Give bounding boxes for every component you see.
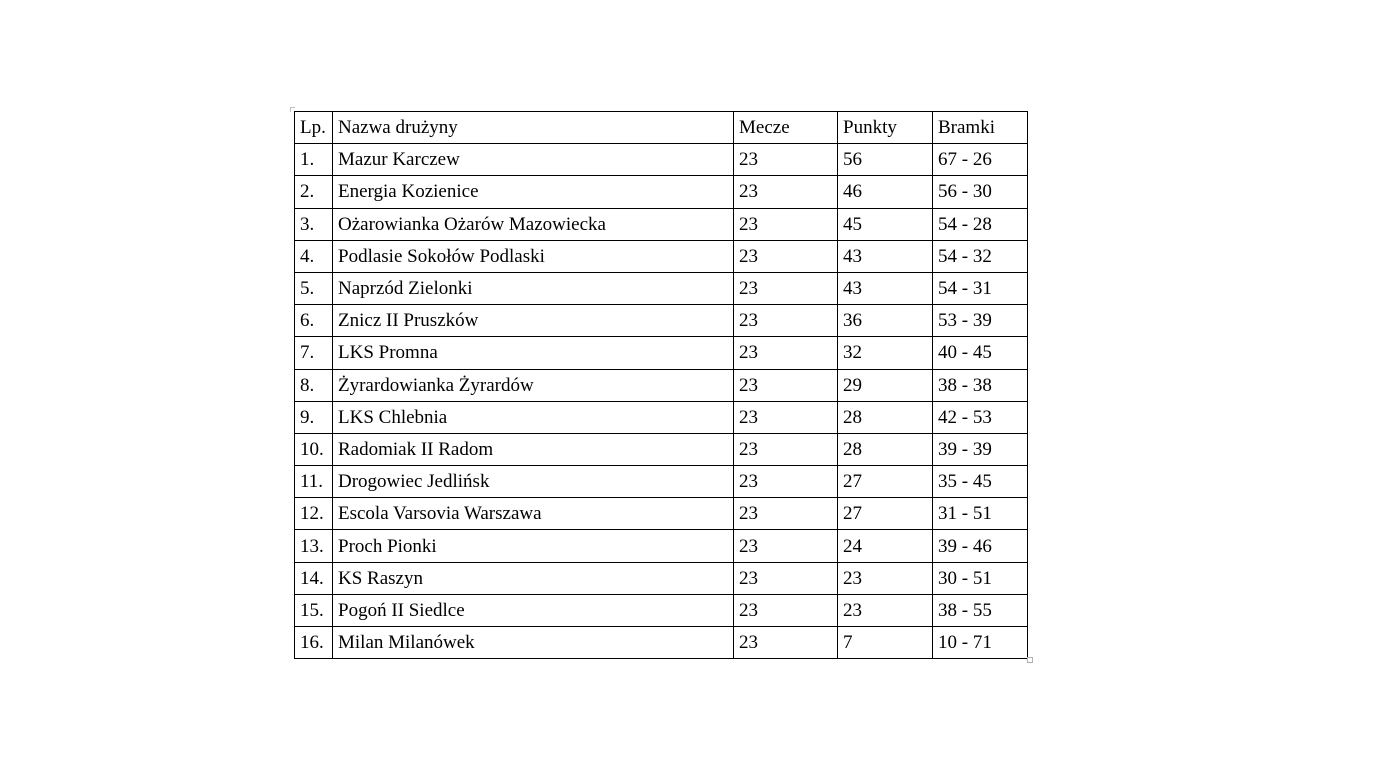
- cell-mecze: 23: [734, 530, 838, 562]
- cell-lp: 7.: [295, 337, 333, 369]
- cell-bramki: 35 - 45: [933, 466, 1028, 498]
- cell-mecze: 23: [734, 176, 838, 208]
- cell-bramki: 54 - 28: [933, 208, 1028, 240]
- table-row: [295, 369, 1028, 401]
- table-row: [295, 144, 1028, 176]
- cell-bramki: 39 - 46: [933, 530, 1028, 562]
- cell-lp: 11.: [295, 466, 333, 498]
- table-row: [295, 433, 1028, 465]
- cell-name: Mazur Karczew: [333, 144, 734, 176]
- cell-mecze: 23: [734, 144, 838, 176]
- cell-mecze: 23: [734, 401, 838, 433]
- cell-lp: 4.: [295, 240, 333, 272]
- cell-mecze: 23: [734, 498, 838, 530]
- cell-name: Ożarowianka Ożarów Mazowiecka: [333, 208, 734, 240]
- cell-name: LKS Promna: [333, 337, 734, 369]
- table-row: [295, 498, 1028, 530]
- cell-punkty: 7: [838, 627, 933, 659]
- cell-name: Pogoń II Siedlce: [333, 594, 734, 626]
- cell-lp: 13.: [295, 530, 333, 562]
- cell-lp: 9.: [295, 401, 333, 433]
- table-row: [295, 562, 1028, 594]
- league-table: [294, 111, 1028, 659]
- cell-lp: 2.: [295, 176, 333, 208]
- cell-bramki: 30 - 51: [933, 562, 1028, 594]
- cell-mecze: 23: [734, 208, 838, 240]
- table-row: [295, 240, 1028, 272]
- header-lp: Lp.: [295, 112, 333, 144]
- cell-name: Milan Milanówek: [333, 627, 734, 659]
- table-row: [295, 337, 1028, 369]
- cell-punkty: 23: [838, 562, 933, 594]
- table-row: [295, 305, 1028, 337]
- cell-lp: 10.: [295, 433, 333, 465]
- cell-mecze: 23: [734, 627, 838, 659]
- cell-bramki: 54 - 31: [933, 272, 1028, 304]
- cell-punkty: 23: [838, 594, 933, 626]
- cell-punkty: 24: [838, 530, 933, 562]
- table-row: [295, 208, 1028, 240]
- cell-mecze: 23: [734, 305, 838, 337]
- table-row: [295, 401, 1028, 433]
- table-resize-handle[interactable]: [1027, 657, 1033, 663]
- cell-name: LKS Chlebnia: [333, 401, 734, 433]
- table-row: [295, 272, 1028, 304]
- cell-punkty: 46: [838, 176, 933, 208]
- header-punkty: Punkty: [838, 112, 933, 144]
- cell-lp: 1.: [295, 144, 333, 176]
- cell-mecze: 23: [734, 433, 838, 465]
- table-header-row: [295, 112, 1028, 144]
- cell-punkty: 32: [838, 337, 933, 369]
- cell-name: Radomiak II Radom: [333, 433, 734, 465]
- cell-name: KS Raszyn: [333, 562, 734, 594]
- cell-name: Energia Kozienice: [333, 176, 734, 208]
- cell-name: Podlasie Sokołów Podlaski: [333, 240, 734, 272]
- cell-name: Escola Varsovia Warszawa: [333, 498, 734, 530]
- cell-punkty: 56: [838, 144, 933, 176]
- header-bramki: Bramki: [933, 112, 1028, 144]
- cell-punkty: 36: [838, 305, 933, 337]
- cell-bramki: 67 - 26: [933, 144, 1028, 176]
- cell-mecze: 23: [734, 562, 838, 594]
- cell-mecze: 23: [734, 272, 838, 304]
- cell-lp: 16.: [295, 627, 333, 659]
- cell-lp: 5.: [295, 272, 333, 304]
- cell-lp: 6.: [295, 305, 333, 337]
- cell-lp: 14.: [295, 562, 333, 594]
- cell-lp: 3.: [295, 208, 333, 240]
- cell-punkty: 27: [838, 466, 933, 498]
- cell-punkty: 43: [838, 272, 933, 304]
- cell-bramki: 53 - 39: [933, 305, 1028, 337]
- cell-mecze: 23: [734, 240, 838, 272]
- table-row: [295, 466, 1028, 498]
- cell-bramki: 42 - 53: [933, 401, 1028, 433]
- cell-punkty: 28: [838, 401, 933, 433]
- header-mecze: Mecze: [734, 112, 838, 144]
- cell-punkty: 28: [838, 433, 933, 465]
- cell-mecze: 23: [734, 466, 838, 498]
- cell-punkty: 27: [838, 498, 933, 530]
- cell-bramki: 31 - 51: [933, 498, 1028, 530]
- cell-punkty: 29: [838, 369, 933, 401]
- table-row: [295, 627, 1028, 659]
- cell-punkty: 43: [838, 240, 933, 272]
- cell-name: Żyrardowianka Żyrardów: [333, 369, 734, 401]
- cell-name: Proch Pionki: [333, 530, 734, 562]
- cell-lp: 15.: [295, 594, 333, 626]
- cell-bramki: 39 - 39: [933, 433, 1028, 465]
- table-row: [295, 176, 1028, 208]
- cell-bramki: 40 - 45: [933, 337, 1028, 369]
- cell-name: Naprzód Zielonki: [333, 272, 734, 304]
- cell-mecze: 23: [734, 369, 838, 401]
- cell-punkty: 45: [838, 208, 933, 240]
- cell-lp: 8.: [295, 369, 333, 401]
- cell-bramki: 56 - 30: [933, 176, 1028, 208]
- cell-mecze: 23: [734, 594, 838, 626]
- table-row: [295, 530, 1028, 562]
- table-row: [295, 594, 1028, 626]
- cell-bramki: 54 - 32: [933, 240, 1028, 272]
- cell-lp: 12.: [295, 498, 333, 530]
- header-name: Nazwa drużyny: [333, 112, 734, 144]
- cell-bramki: 10 - 71: [933, 627, 1028, 659]
- cell-bramki: 38 - 38: [933, 369, 1028, 401]
- cell-name: Znicz II Pruszków: [333, 305, 734, 337]
- cell-name: Drogowiec Jedlińsk: [333, 466, 734, 498]
- cell-bramki: 38 - 55: [933, 594, 1028, 626]
- cell-mecze: 23: [734, 337, 838, 369]
